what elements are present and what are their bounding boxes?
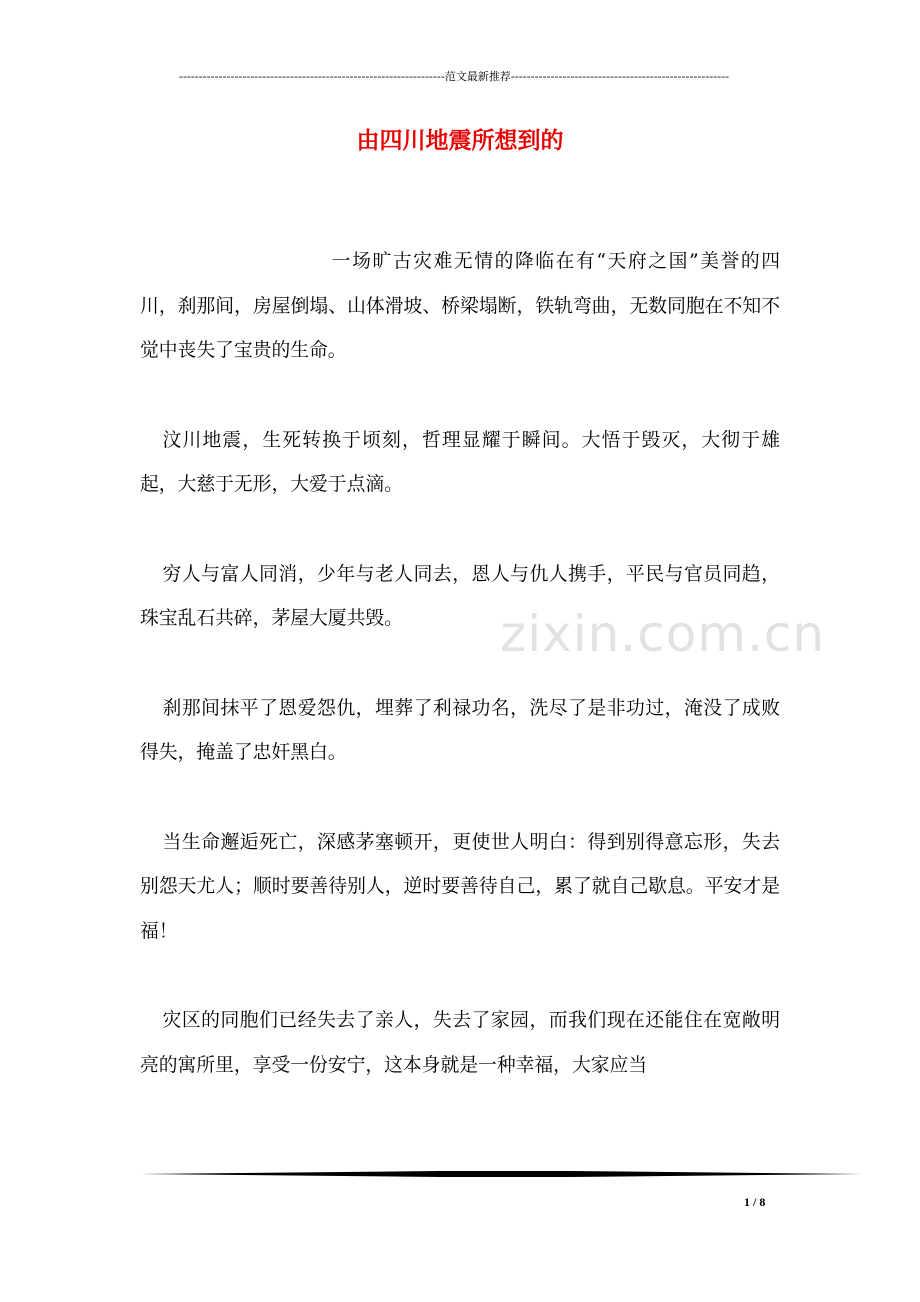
document-body <box>140 240 780 1133</box>
paragraph: 灾区的同胞们已经失去了亲人，失去了家园，而我们现在还能住在宽敞明亮的寓所里，享受一份安宁，这本身就是一种幸福，大家应当 <box>140 1010 780 1076</box>
paragraph: 当生命邂逅死亡，深感茅塞顿开，更使世人明白：得到别得意忘形，失去别怨天尤人；顺时要善待别人，逆时要善待自己，累了就自己歇息。平安才是福！ <box>140 831 780 942</box>
footer-divider <box>140 1168 862 1180</box>
page-number: 1 / 8 <box>744 1195 766 1209</box>
page-header: -------------------------------------------------------------------范文最新推荐------------------------------------------------------- <box>178 70 730 83</box>
paragraph: 穷人与富人同消，少年与老人同去，恩人与仇人携手，平民与官员同趋，珠宝乱石共碎，茅屋大厦共毁。 <box>140 563 780 629</box>
paragraph: 汶川地震，生死转换于顷刻，哲理显耀于瞬间。大悟于毁灭，大彻于雄起，大慈于无形，大爱于点滴。 <box>140 429 780 495</box>
document-title: 由四川地震所想到的 <box>356 127 564 154</box>
paragraph: 一场旷古灾难无情的降临在有“天府之国”美誉的四川，刹那间，房屋倒塌、山体滑坡、桥梁塌断，铁轨弯曲，无数同胞在不知不觉中丧失了宝贵的生命。 <box>140 251 780 361</box>
paragraph: 刹那间抹平了恩爱怨仇，埋葬了利禄功名，洗尽了是非功过，淹没了成败得失，掩盖了忠奸黑白。 <box>140 697 780 763</box>
watermark: zixin.com.cn <box>500 605 826 663</box>
